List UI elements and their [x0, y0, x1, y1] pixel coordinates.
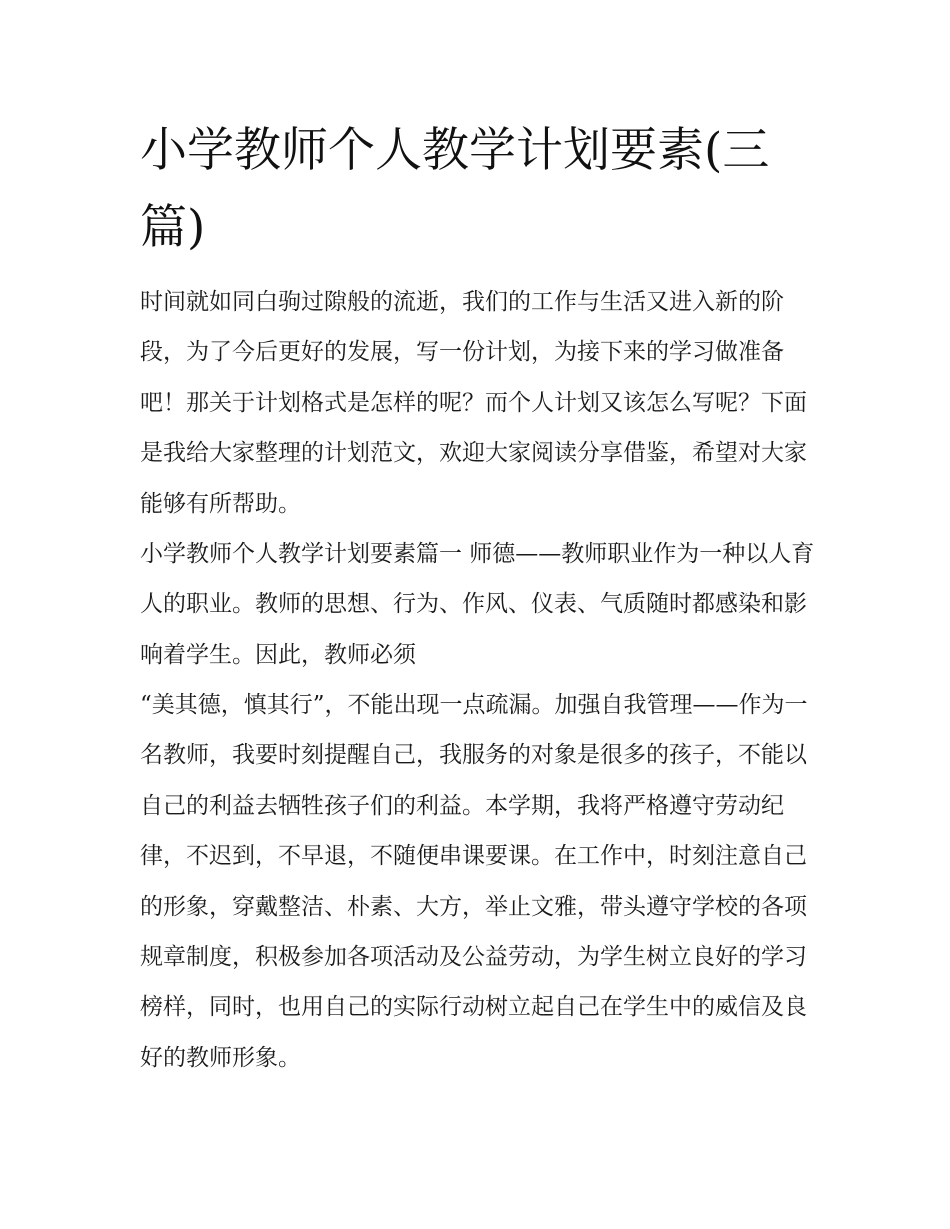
section-one-paragraph: 小学教师个人教学计划要素篇一 师德——教师职业作为一种以人育人的职业。教师的思想、行为、作风、仪表、气质随时都感染和影响着学生。因此，教师必须 — [140, 541, 815, 668]
document-title: 小学教师个人教学计划要素(三篇) — [140, 123, 770, 255]
intro-paragraph: 时间就如同白驹过隙般的流逝，我们的工作与生活又进入新的阶段，为了今后更好的发展，写一份计划，为接下来的学习做准备吧！那关于计划格式是怎样的呢？而个人计划又该怎么写呢？下面是我给大家整理的计划范文，欢迎大家阅读分享借鉴，希望对大家能够有所帮助。 — [140, 289, 807, 517]
self-management-paragraph: “美其德，慎其行”，不能出现一点疏漏。加强自我管理——作为一名教师，我要时刻提醒自己，我服务的对象是很多的孩子，不能以自己的利益去牺牲孩子们的利益。本学期，我将严格遵守劳动纪律，不迟到，不早退，不随便串课要课。在工作中，时刻注意自己的形象，穿戴整洁、朴素、大方，举止文雅，带头遵守学校的各项规章制度，积极参加各项活动及公益劳动，为学生树立良好的学习榜样，同时，也用自己的实际行动树立起自己在学生中的威信及良好的教师形象。 — [140, 692, 808, 1071]
